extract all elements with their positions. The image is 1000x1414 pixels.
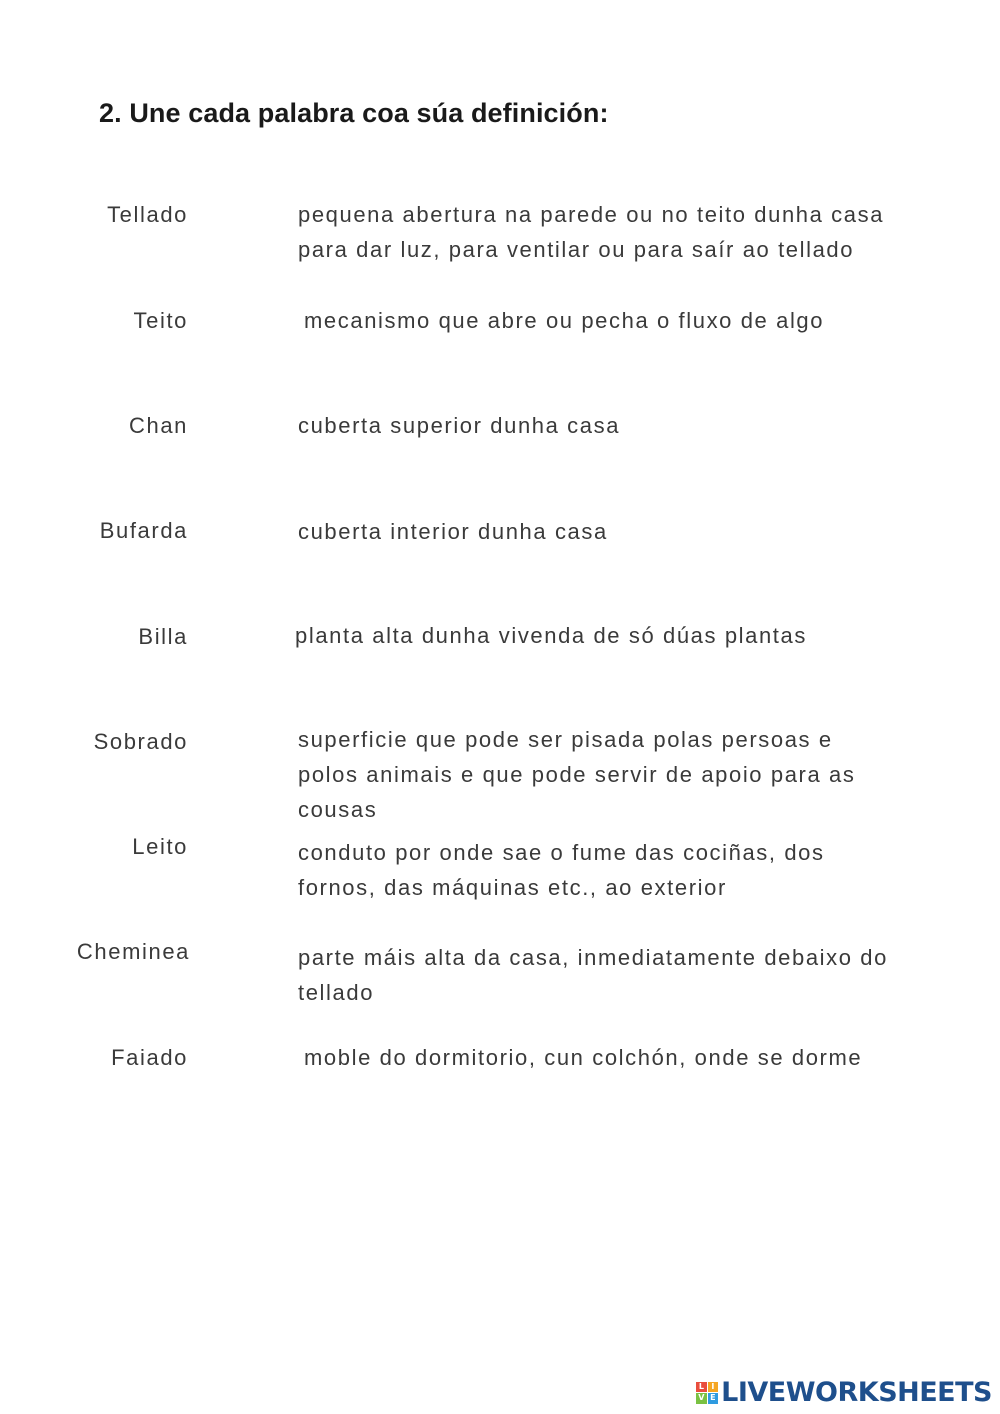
liveworksheets-logo — [696, 1377, 992, 1408]
word-leito[interactable]: Leito — [132, 834, 188, 859]
definition-6[interactable]: superficie que pode ser pisada polas persoas e polos animais e que pode servir de apoio para as cousas — [298, 727, 856, 822]
definition-3[interactable]: cuberta superior dunha casa — [298, 413, 621, 438]
logo-mark-icon — [696, 1382, 718, 1404]
logo-mark-letter: I — [708, 1382, 719, 1393]
logo-text: LIVEWORKSHEETS — [721, 1377, 992, 1408]
word-cheminea[interactable]: Cheminea — [76, 939, 190, 964]
word-bufarda[interactable]: Bufarda — [99, 518, 188, 543]
word-teito[interactable]: Teito — [133, 308, 188, 333]
definition-9[interactable]: moble do dormitorio, cun colchón, onde se dorme — [304, 1045, 863, 1070]
word-tellado[interactable]: Tellado — [107, 202, 188, 227]
word-billa[interactable]: Billa — [138, 624, 188, 649]
definition-4[interactable]: cuberta interior dunha casa — [298, 519, 608, 544]
definition-1[interactable]: pequena abertura na parede ou no teito dunha casa para dar luz, para ventilar ou para saír ao tellado — [298, 202, 885, 262]
definition-2[interactable]: mecanismo que abre ou pecha o fluxo de algo — [304, 308, 825, 333]
logo-mark-letter: V — [696, 1393, 707, 1404]
logo-mark-letter: E — [708, 1393, 719, 1404]
definition-5[interactable]: planta alta dunha vivenda de só dúas plantas — [295, 623, 807, 648]
word-chan[interactable]: Chan — [129, 413, 188, 438]
word-faiado[interactable]: Faiado — [111, 1045, 188, 1070]
logo-mark-letter: L — [696, 1382, 707, 1393]
page-title: 2. Une cada palabra coa súa definición: — [99, 98, 609, 128]
definition-8[interactable]: parte máis alta da casa, inmediatamente debaixo do tellado — [298, 945, 888, 1005]
word-sobrado[interactable]: Sobrado — [93, 729, 188, 754]
definition-7[interactable]: conduto por onde sae o fume das cociñas, dos fornos, das máquinas etc., ao exterior — [298, 840, 825, 900]
